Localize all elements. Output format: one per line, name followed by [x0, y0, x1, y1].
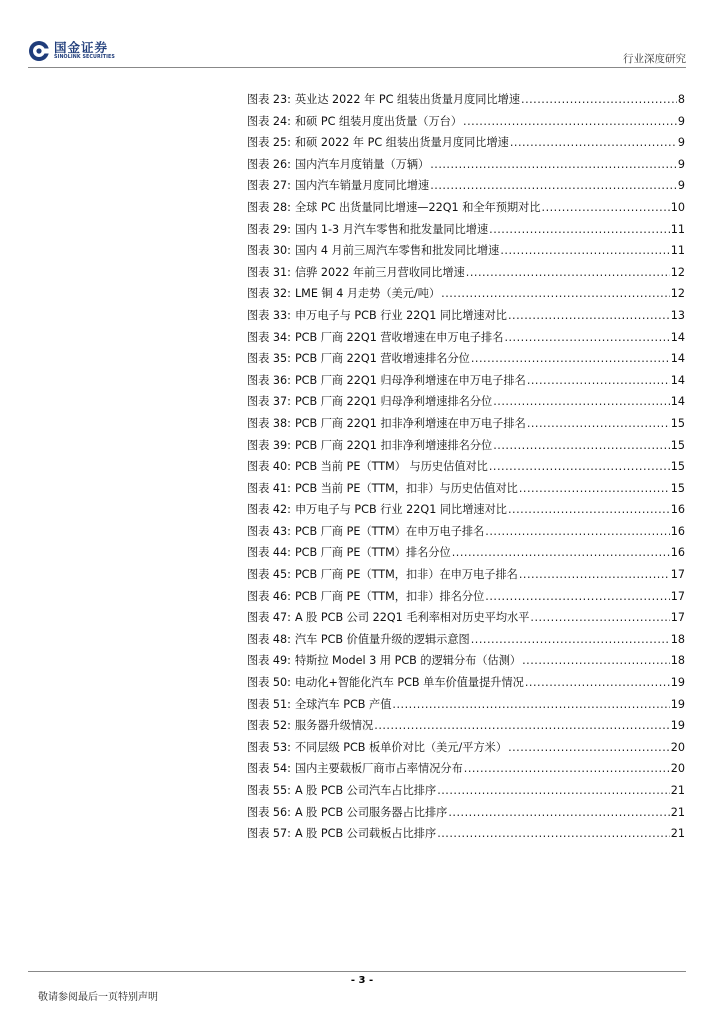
- toc-dot-leader: [452, 542, 670, 564]
- toc-entry-page: 19: [670, 719, 685, 733]
- toc-entry-label: 图表 31:: [247, 265, 291, 279]
- toc-entry-page: 20: [670, 740, 685, 754]
- toc-entry-label: 图表 41:: [247, 481, 291, 495]
- toc-entry[interactable]: [247, 219, 685, 241]
- toc-entry-label: 图表 48:: [247, 632, 291, 646]
- toc-entry-title: PCB 厂商 PE（TTM）在申万电子排名: [294, 524, 485, 538]
- toc-entry-page: 8: [677, 93, 685, 106]
- toc-entry-label: 图表 26:: [247, 157, 291, 171]
- toc-dot-leader: [525, 672, 670, 694]
- toc-dot-leader: [471, 629, 670, 651]
- toc-entry-page: 19: [670, 697, 685, 711]
- toc-entry[interactable]: [247, 327, 685, 349]
- toc-entry[interactable]: [247, 629, 685, 651]
- toc-entry-page: 16: [670, 503, 685, 517]
- toc-entry-label: 图表 43:: [247, 524, 291, 538]
- toc-entry-title: 和硕 PC 组装月度出货量（万台）: [294, 114, 463, 128]
- toc-entry-title: 电动化+智能化汽车 PCB 单车价值量提升情况: [294, 676, 524, 690]
- toc-dot-leader: [392, 694, 669, 716]
- toc-entry-page: 16: [670, 546, 685, 560]
- toc-entry-label: 图表 33:: [247, 308, 291, 322]
- toc-dot-leader: [530, 607, 669, 629]
- toc-entry-page: 15: [670, 416, 685, 430]
- toc-entry[interactable]: [247, 305, 685, 327]
- toc-entry-page: 9: [677, 136, 685, 150]
- toc-dot-leader: [493, 391, 670, 413]
- toc-entry-label: 图表 23:: [247, 93, 291, 106]
- toc-entry[interactable]: [247, 456, 685, 478]
- toc-entry[interactable]: [247, 694, 685, 716]
- toc-entry-page: 21: [670, 827, 685, 841]
- toc-entry-title: 申万电子与 PCB 行业 22Q1 同比增速对比: [294, 503, 507, 517]
- toc-entry[interactable]: [247, 478, 685, 500]
- toc-entry-title: 申万电子与 PCB 行业 22Q1 同比增速对比: [294, 308, 507, 322]
- toc-dot-leader: [441, 283, 670, 305]
- toc-dot-leader: [510, 132, 677, 154]
- toc-entry-title: 国内主要载板厂商市占率情况分布: [294, 762, 463, 776]
- toc-entry-label: 图表 30:: [247, 244, 291, 258]
- toc-dot-leader: [508, 737, 670, 759]
- toc-entry-page: 20: [670, 762, 685, 776]
- toc-entry[interactable]: [247, 391, 685, 413]
- toc-entry-label: 图表 53:: [247, 740, 291, 754]
- toc-entry-page: 15: [670, 438, 685, 452]
- toc-entry-title: 特斯拉 Model 3 用 PCB 的逻辑分布（估测）: [294, 654, 522, 668]
- toc-entry-label: 图表 52:: [247, 719, 291, 733]
- toc-entry[interactable]: [247, 542, 685, 564]
- toc-entry-title: A 股 PCB 公司 22Q1 毛利率相对历史平均水平: [294, 611, 530, 625]
- toc-entry-page: 11: [670, 244, 685, 258]
- toc-entry-title: 国内 1-3 月汽车零售和批发量同比增速: [294, 222, 489, 236]
- toc-dot-leader: [527, 370, 670, 392]
- toc-entry-label: 图表 36:: [247, 373, 291, 387]
- toc-entry-title: PCB 厂商 22Q1 归母净利增速排名分位: [294, 395, 493, 409]
- toc-entry-label: 图表 55:: [247, 784, 291, 797]
- toc-dot-leader: [519, 478, 670, 500]
- toc-entry-title: A 股 PCB 公司汽车占比排序: [294, 784, 437, 797]
- toc-dot-leader: [500, 240, 669, 262]
- toc-entry[interactable]: [247, 132, 685, 154]
- toc-entry[interactable]: [247, 89, 685, 111]
- toc-dot-leader: [493, 435, 670, 457]
- toc-entry[interactable]: [247, 499, 685, 521]
- toc-entry-page: 14: [670, 330, 685, 344]
- toc-dot-leader: [430, 154, 677, 176]
- toc-dot-leader: [508, 499, 670, 521]
- toc-entry-label: 图表 54:: [247, 762, 291, 776]
- toc-dot-leader: [504, 327, 669, 349]
- toc-entry-title: A 股 PCB 公司载板占比排序: [294, 827, 437, 841]
- toc-entry-title: PCB 厂商 PE（TTM，扣非）排名分位: [294, 589, 485, 603]
- toc-dot-leader: [471, 348, 670, 370]
- toc-entry-label: 图表 37:: [247, 395, 291, 409]
- toc-entry-title: PCB 厂商 22Q1 归母净利增速在申万电子排名: [294, 373, 526, 387]
- toc-entry-label: 图表 50:: [247, 676, 291, 690]
- toc-dot-leader: [519, 564, 670, 586]
- toc-dot-leader: [521, 89, 677, 111]
- toc-entry-label: 图表 49:: [247, 654, 291, 668]
- toc-entry-page: 18: [670, 632, 685, 646]
- toc-entry[interactable]: [247, 780, 685, 802]
- toc-entry[interactable]: [247, 283, 685, 305]
- toc-entry[interactable]: [247, 586, 685, 608]
- toc-dot-leader: [374, 715, 669, 737]
- toc-entry-label: 图表 28:: [247, 200, 291, 214]
- toc-entry-title: 全球 PC 出货量同比增速—22Q1 和全年预期对比: [294, 200, 541, 214]
- toc-entry-title: PCB 当前 PE（TTM，扣非）与历史估值对比: [294, 481, 518, 495]
- toc-entry[interactable]: [247, 435, 685, 457]
- toc-entry-label: 图表 47:: [247, 611, 291, 625]
- toc-entry-title: 国内汽车销量月度同比增速: [294, 179, 430, 193]
- toc-entry-title: 国内 4 月前三周汽车零售和批发同比增速: [294, 244, 500, 258]
- toc-entry-title: PCB 厂商 22Q1 营收增速在申万电子排名: [294, 330, 504, 344]
- sinolink-logo-icon: [28, 40, 50, 62]
- toc-entry-label: 图表 40:: [247, 460, 291, 474]
- toc-entry-label: 图表 29:: [247, 222, 291, 236]
- toc-entry[interactable]: [247, 758, 685, 780]
- toc-entry-page: 19: [670, 676, 685, 690]
- toc-dot-leader: [437, 823, 670, 845]
- toc-entry[interactable]: [247, 262, 685, 284]
- toc-entry-title: 服务器升级情况: [294, 719, 374, 733]
- toc-entry-title: A 股 PCB 公司服务器占比排序: [294, 805, 448, 819]
- toc-entry-title: PCB 厂商 22Q1 扣非净利增速在申万电子排名: [294, 416, 526, 430]
- toc-entry[interactable]: [247, 802, 685, 824]
- toc-entry[interactable]: [247, 154, 685, 176]
- toc-entry-page: 21: [670, 805, 685, 819]
- toc-entry-page: 15: [670, 460, 685, 474]
- toc-entry[interactable]: [247, 370, 685, 392]
- toc-entry-title: 信骅 2022 年前三月营收同比增速: [294, 265, 465, 279]
- toc-entry-label: 图表 38:: [247, 416, 291, 430]
- toc-entry-page: 16: [670, 524, 685, 538]
- toc-entry-title: PCB 厂商 PE（TTM）排名分位: [294, 546, 451, 560]
- toc-entry-page: 18: [670, 654, 685, 668]
- toc-entry[interactable]: [247, 672, 685, 694]
- toc-entry[interactable]: [247, 823, 685, 845]
- toc-entry[interactable]: [247, 715, 685, 737]
- toc-entry-title: 国内汽车月度销量（万辆）: [294, 157, 430, 171]
- toc-dot-leader: [466, 262, 670, 284]
- toc-entry-page: 13: [670, 308, 685, 322]
- toc-dot-leader: [463, 111, 677, 133]
- toc-entry-title: 不同层级 PCB 板单价对比（美元/平方米）: [294, 740, 508, 754]
- toc-entry-page: 17: [670, 589, 685, 603]
- page-header: [0, 0, 724, 80]
- toc-entry-label: 图表 45:: [247, 568, 291, 582]
- figure-index-list: [247, 89, 685, 845]
- toc-entry-label: 图表 24:: [247, 114, 291, 128]
- logo-english-name: SINOLINK SECURITIES: [54, 55, 115, 60]
- toc-entry-label: 图表 51:: [247, 697, 291, 711]
- toc-entry-page: 12: [670, 265, 685, 279]
- toc-entry[interactable]: [247, 607, 685, 629]
- toc-entry-label: 图表 35:: [247, 352, 291, 366]
- toc-entry-title: 汽车 PCB 价值量升级的逻辑示意图: [294, 632, 470, 646]
- toc-dot-leader: [464, 758, 670, 780]
- toc-dot-leader: [430, 175, 677, 197]
- toc-entry[interactable]: [247, 175, 685, 197]
- toc-entry-title: PCB 厂商 PE（TTM，扣非）在申万电子排名: [294, 568, 518, 582]
- logo-chinese-name: 国金证券: [54, 40, 109, 55]
- toc-dot-leader: [489, 456, 670, 478]
- toc-entry-label: 图表 25:: [247, 136, 291, 150]
- toc-dot-leader: [527, 413, 670, 435]
- toc-entry[interactable]: [247, 348, 685, 370]
- toc-entry-title: 和硕 2022 年 PC 组装出货量月度同比增速: [294, 136, 509, 150]
- report-type-label: 行业深度研究: [623, 53, 686, 65]
- toc-entry[interactable]: [247, 521, 685, 543]
- toc-dot-leader: [542, 197, 670, 219]
- toc-entry-title: PCB 厂商 22Q1 扣非净利增速排名分位: [294, 438, 493, 452]
- toc-entry-title: LME 铜 4 月走势（美元/吨）: [294, 287, 441, 301]
- toc-entry[interactable]: [247, 564, 685, 586]
- toc-dot-leader: [485, 521, 669, 543]
- toc-entry-label: 图表 39:: [247, 438, 291, 452]
- toc-entry-label: 图表 44:: [247, 546, 291, 560]
- toc-dot-leader: [489, 219, 670, 241]
- toc-entry-label: 图表 32:: [247, 287, 291, 301]
- toc-entry-title: 英业达 2022 年 PC 组装出货量月度同比增速: [294, 93, 521, 106]
- toc-entry[interactable]: [247, 650, 685, 672]
- toc-entry-page: 17: [670, 568, 685, 582]
- toc-entry-page: 9: [677, 179, 685, 193]
- toc-entry[interactable]: [247, 111, 685, 133]
- toc-entry-title: PCB 厂商 22Q1 营收增速排名分位: [294, 352, 470, 366]
- toc-dot-leader: [522, 650, 670, 672]
- toc-entry-title: 全球汽车 PCB 产值: [294, 697, 392, 711]
- toc-entry-page: 14: [670, 352, 685, 366]
- toc-entry[interactable]: [247, 197, 685, 219]
- toc-entry-label: 图表 42:: [247, 503, 291, 517]
- toc-dot-leader: [448, 802, 669, 824]
- toc-entry-label: 图表 57:: [247, 827, 291, 841]
- toc-entry-page: 11: [670, 222, 685, 236]
- toc-entry-page: 17: [670, 611, 685, 625]
- toc-entry-label: 图表 27:: [247, 179, 291, 193]
- toc-entry[interactable]: [247, 737, 685, 759]
- toc-entry[interactable]: [247, 240, 685, 262]
- toc-entry-page: 21: [670, 784, 685, 797]
- header-divider: [28, 67, 686, 68]
- toc-dot-leader: [437, 780, 670, 802]
- toc-entry-page: 12: [670, 287, 685, 301]
- footer-divider: [28, 971, 686, 972]
- toc-entry-label: 图表 46:: [247, 589, 291, 603]
- toc-dot-leader: [485, 586, 669, 608]
- page-number: - 3 -: [350, 975, 374, 986]
- toc-entry-page: 14: [670, 395, 685, 409]
- toc-entry-label: 图表 34:: [247, 330, 291, 344]
- toc-entry-page: 9: [677, 114, 685, 128]
- toc-entry-title: PCB 当前 PE（TTM） 与历史估值对比: [294, 460, 488, 474]
- sinolink-logo: [28, 40, 115, 62]
- toc-entry-label: 图表 56:: [247, 805, 291, 819]
- disclaimer-note: 敬请参阅最后一页特别声明: [38, 992, 158, 1003]
- toc-entry-page: 14: [670, 373, 685, 387]
- toc-entry[interactable]: [247, 413, 685, 435]
- toc-entry-page: 15: [670, 481, 685, 495]
- toc-entry-page: 10: [670, 200, 685, 214]
- toc-dot-leader: [508, 305, 670, 327]
- toc-entry-page: 9: [677, 157, 685, 171]
